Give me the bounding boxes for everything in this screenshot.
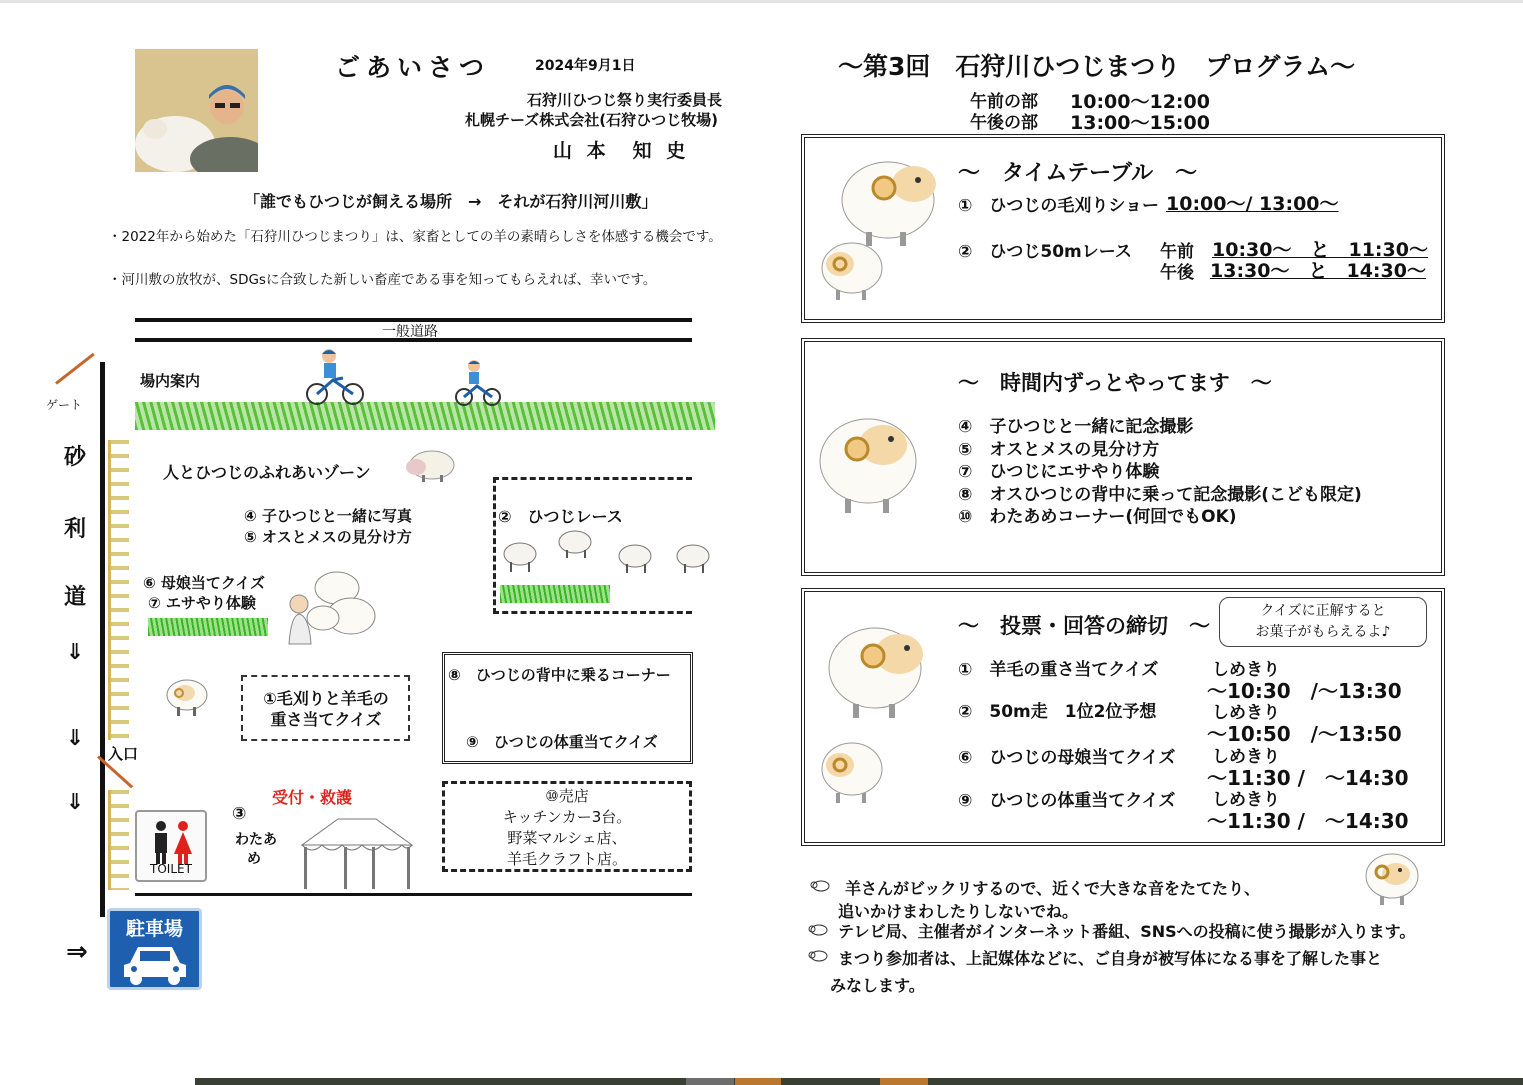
gravel-road-line (100, 362, 105, 917)
grass-patch-feeding (148, 618, 268, 636)
always-item: ⑧ オスひつじの背中に乗って記念撮影(こども限定) (958, 484, 1362, 505)
deadline-row-label: ① 羊毛の重さ当てクイズ (958, 660, 1159, 680)
quiz-prize-bubble (1219, 597, 1427, 647)
deadline-row-label: ② 50m走 1位2位予想 (958, 702, 1157, 722)
deadline-heading: ～ 投票・回答の締切 ～ (958, 614, 1210, 638)
map-item-1-line-2: 重さ当てクイズ (270, 710, 382, 729)
timetable-heading: ～ タイムテーブル ～ (958, 161, 1198, 186)
chairman-name: 山 本 知 史 (553, 140, 690, 162)
deadline-row-close: しめきり (1212, 660, 1280, 680)
parking-arrow: ⇒ (66, 937, 88, 967)
chairman-role: 石狩川ひつじ祭り実行委員長 (527, 91, 723, 109)
sheep-bullet-icon (810, 878, 830, 897)
deadline-row-times: ～11:30 / ～14:30 (1207, 809, 1409, 833)
timetable-row-2-am: 午前 (1160, 242, 1194, 262)
deadline-row-times: ～10:30 /～13:30 (1207, 679, 1402, 703)
deadline-row-times: ～11:30 / ～14:30 (1207, 766, 1409, 790)
gravel-char-2: 利 (63, 517, 86, 542)
gravel-arrow-1: ⇓ (65, 640, 85, 665)
timetable-row-2-am-time: 10:30～ と 11:30～ (1212, 239, 1428, 261)
tent-icon (298, 815, 416, 894)
map-item-6: ⑥ 母娘当てクイズ (143, 574, 266, 592)
map-item-5: ⑤ オスとメスの見分け方 (244, 528, 412, 546)
gravel-char-3: 道 (63, 585, 86, 610)
slogan: 「誰でもひつじが飼える場所 → それが石狩川河川敷」 (244, 192, 658, 211)
timetable-row-1-label: ① ひつじの毛刈りショー (958, 196, 1160, 216)
timetable-row-1-time: 10:00～/ 13:00～ (1166, 193, 1339, 215)
shop-title: ⑩売店 (545, 787, 589, 805)
always-item: ④ 子ひつじと一緒に記念撮影 (958, 417, 1194, 437)
map-item-3-line-2: め (247, 851, 261, 867)
sheep-icon (823, 614, 933, 724)
race-sheep-icon (500, 528, 715, 582)
sheep-icon (402, 443, 458, 487)
note-2: テレビ局、主催者がインターネット番組、SNSへの投稿に使う撮影が入ります。 (838, 922, 1416, 941)
timetable-row-2-pm: 午後 (1160, 263, 1194, 283)
always-item: ⑦ ひつじにエサやり体験 (958, 462, 1160, 482)
zone-label: 人とひつじのふれあいゾーン (163, 463, 371, 482)
map-item-8: ⑧ ひつじの背中に乗るコーナー (448, 666, 671, 684)
gravel-arrow-3: ⇓ (65, 790, 85, 815)
map-item-3-number: ③ (232, 804, 247, 824)
note-1-line-1: 羊さんがビックリするので、近くで大きな音をたてたり、 (845, 879, 1261, 898)
deadline-row-close: しめきり (1212, 790, 1280, 810)
deadline-row-close: しめきり (1212, 703, 1280, 723)
chairman-photo (135, 49, 258, 172)
sheep-icon (813, 405, 923, 519)
gravel-arrow-2: ⇓ (65, 726, 85, 751)
pm-time: 13:00～15:00 (1070, 112, 1210, 134)
sheep-icon (1362, 850, 1422, 910)
sheep-group-icon (285, 560, 380, 649)
deadline-row-times: ～10:50 /～13:50 (1207, 722, 1402, 746)
parking-label: 駐車場 (125, 918, 183, 940)
map-item-4: ④ 子ひつじと一緒に写真 (244, 507, 412, 525)
toilet-icon (135, 810, 207, 882)
cyclist-icon (305, 346, 365, 410)
always-heading: ～ 時間内ずっとやってます ～ (958, 371, 1272, 395)
am-label: 午前の部 (970, 92, 1038, 112)
greeting-date: 2024年9月1日 (535, 58, 636, 74)
sheep-icon (163, 675, 209, 721)
bottom-bar-segment (735, 1078, 781, 1085)
greeting-title: ごあいさつ (335, 53, 491, 82)
shop-line-1: キッチンカー3台。 (502, 808, 632, 826)
pm-label: 午後の部 (970, 113, 1038, 133)
gate-bar (55, 353, 95, 385)
parking-sign (107, 908, 202, 990)
map-bottom-line (135, 893, 692, 896)
top-border (0, 0, 1523, 3)
sheep-bullet-icon (808, 948, 828, 967)
note-1-line-2: 追いかけまわしたりしないでね。 (838, 902, 1079, 921)
entrance-label: 入口 (108, 745, 139, 763)
note-3-line-1: まつり参加者は、上記媒体などに、ご自身が被写体になる事を了解した事と (838, 949, 1383, 968)
bottom-bar-segment (880, 1078, 928, 1085)
map-item-3-line-1: わたあ (235, 832, 277, 848)
map-item-9: ⑨ ひつじの体重当てクイズ (466, 733, 658, 751)
sheep-icon (814, 236, 886, 306)
deadline-row-label: ⑨ ひつじの体重当てクイズ (958, 791, 1176, 811)
bubble-line-2: お菓子がもらえるよ♪ (1255, 624, 1391, 640)
sheep-bullet-icon (808, 922, 828, 941)
greeting-paragraph-2: ・河川敷の放牧が、SDGsに合致した新しい畜産である事を知ってもらえれば、幸いです。 (108, 272, 657, 288)
note-3-line-2: みなします。 (830, 976, 925, 995)
grass-patch-race (500, 585, 610, 603)
always-item: ⑤ オスとメスの見分け方 (958, 439, 1160, 460)
timetable-row-2-pm-time: 13:30～ と 14:30～ (1210, 260, 1426, 282)
cyclist-icon (455, 358, 501, 410)
chairman-company: 札幌チーズ株式会社(石狩ひつじ牧場) (465, 111, 718, 129)
timetable-row-2-label: ② ひつじ50mレース (958, 242, 1132, 262)
bottom-bar (195, 1078, 1523, 1085)
am-time: 10:00～12:00 (1070, 91, 1210, 113)
race-label: ② ひつじレース (498, 507, 623, 526)
shop-text (445, 786, 689, 870)
greeting-paragraph-1: ・2022年から始めた「石狩川ひつじまつり」は、家畜としての羊の素晴らしさを体感する機会です。 (108, 229, 722, 245)
deadline-row-label: ⑥ ひつじの母娘当てクイズ (958, 748, 1176, 768)
guide-label: 場内案内 (140, 372, 201, 390)
gravel-char-1: 砂 (63, 445, 86, 470)
reception-label: 受付・救護 (272, 788, 353, 807)
program-title: ～第3回 石狩川ひつじまつり プログラム～ (838, 52, 1356, 81)
map-item-1-line-1: ①毛刈りと羊毛の (263, 689, 389, 708)
fence-lower (108, 790, 129, 890)
fence-upper (108, 440, 129, 740)
deadline-row-close: しめきり (1212, 747, 1280, 767)
grass-strip-top (135, 402, 715, 430)
shop-line-3: 羊毛クラフト店。 (506, 850, 627, 868)
toilet-label: TOILET (150, 862, 192, 876)
bubble-line-1: クイズに正解すると (1260, 603, 1386, 619)
road-label: 一般道路 (382, 324, 438, 340)
shop-line-2: 野菜マルシェ店、 (507, 829, 627, 847)
always-item: ⑩ わたあめコーナー(何回でもOK) (958, 507, 1237, 527)
bottom-bar-segment (686, 1078, 734, 1085)
car-icon (120, 941, 190, 985)
map-item-7: ⑦ エサやり体験 (148, 594, 256, 612)
gate-label: ゲート (46, 398, 83, 412)
always-list (958, 416, 1362, 529)
sheep-icon (814, 737, 886, 809)
